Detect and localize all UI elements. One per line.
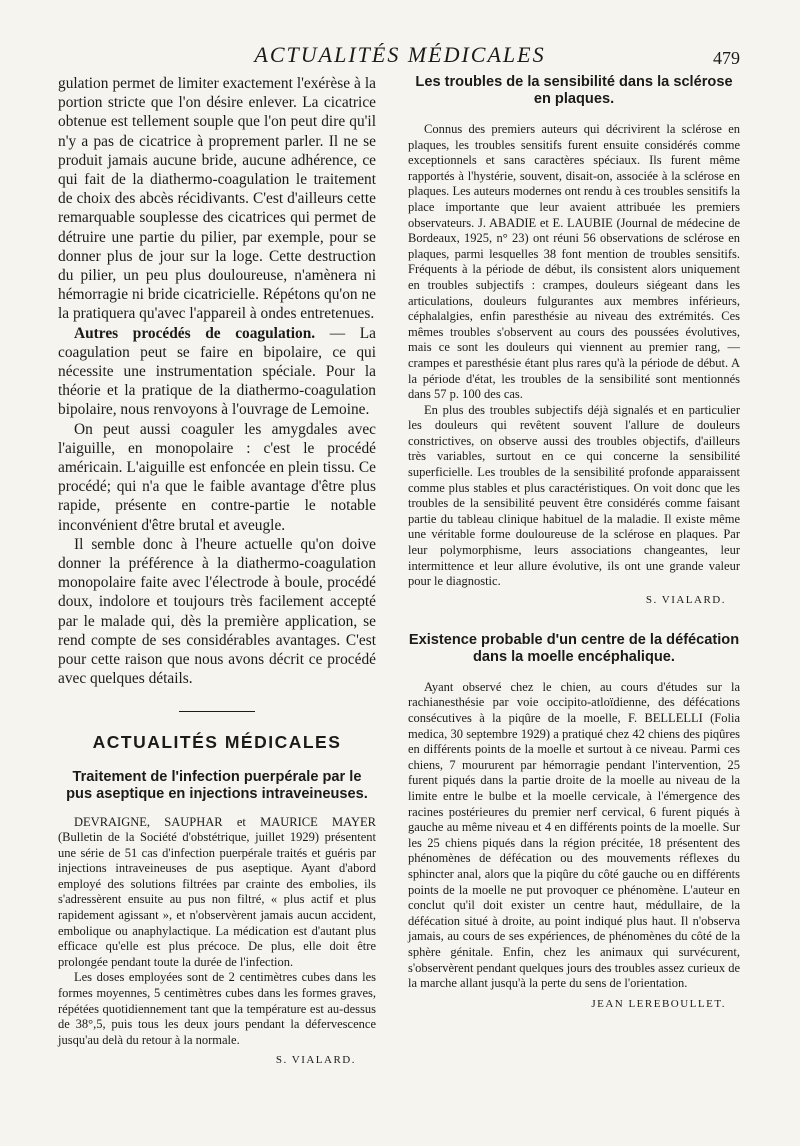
defecation-paragraph: Ayant observé chez le chien, au cours d'études sur la rachianesthésie par voie occipito-atloïdienne, des défécations consécutives à la piqûre de la moelle, F. BELLELLI (Folia medica, 30 septembre 1929) a pratiqué chez 42 chiens des piqûres en différents points de la moelle et surtout à ce niveau. Parmi ces chiens, 7 moururent par hémorragie pendant l'intervention, 25 furent piqués dans la partie droite de la moelle au niveau de la limite entre le bulbe et la moelle cervicale, à l'émergence des racines postérieures du premier nerf cervical, 6 furent piqués à gauche au même niveau et 4 en différents points de la moelle. Sur les 25 chiens piqués dans la région précitée, 18 présentent des phénomènes de défécation ou des mouvements réflexes du sphincter anal, alors que la piqûre du côté gauche ou en différents points de la moelle ne put provoquer ce phénomène. L'auteur en conclut qu'il doit exister un centre haut, médullaire, de la défécation situé à droite, au point indiqué plus haut. Il n'observa jamais, au cours de ses expériences, de phénomènes du côté de la sphère génitale. Enfin, chez les animaux qui survécurent, s'observèrent pendant quelques jours des troubles assez curieux de la marche allant jusqu'à la perte du sens de l'orientation. bbox=[408, 679, 741, 991]
right-column bbox=[408, 74, 740, 1010]
article-title-puerperal: Traitement de l'infection puerpérale par le pus aseptique en injections intraveineuses. bbox=[66, 768, 368, 802]
section-title: ACTUALITÉS MÉDICALES bbox=[92, 731, 342, 752]
article-title-defecation: Existence probable d'un centre de la défécation dans la moelle encéphalique. bbox=[408, 631, 740, 665]
left-paragraph-4: Il semble donc à l'heure actuelle qu'on doive donner la préférence à la diathermo-coagulation monopolaire faite avec l'électrode à boule, procédé doux, indolore et toujours très facilement accepté par le malade qui, dès la première application, se rend compte de ses considérables avantages. C'est pour cette raison que nous avons décrit ce procédé avec quelques détails. bbox=[58, 535, 376, 688]
article-paragraph-1: DEVRAIGNE, SAUPHAR et MAURICE MAYER (Bulletin de la Société d'obstétrique, juillet 1929) présentent une série de 51 cas d'infection puerpérale traités et guéris par injections intraveineuses de pus aseptique. Ayant d'abord employé des solutions filtrées par crainte des embolies, ils s'adressèrent ensuite au pus non filtré, « plus actif et plus rapidement agissant », et n'observèrent jamais aucun accident, embolique ou anaphylactique. La médication est d'autant plus efficace qu'elle est plus précoce. De plus, elle doit être prolongée pendant toute la durée de l'infection. bbox=[58, 814, 376, 969]
running-header bbox=[60, 40, 740, 70]
left-paragraph-2 bbox=[58, 324, 376, 420]
left-paragraph-1: gulation permet de limiter exactement l'exérèse à la portion stricte que l'on désire enlever. La cicatrice obtenue est tellement souple que l'on peut dire qu'il n'y a pas de cicatrice à proprement parler. Il ne se produit jamais aucune bride, aucune adhérence, ce qui fait de la diathermo-coagulation le traitement de choix des abcès récidivants. C'est d'ailleurs cette remarquable souplesse des cicatrices qui permet de détruire une partie du pilier, par exemple, pour se donner plus de jour sur la loge. Cette destruction du pilier, un peu plus douloureuse, n'amènera ni hémorragie ni bride cicatricielle. Répétons qu'on ne la pratiquera qu'avec l'appareil à ondes entretenues. bbox=[58, 75, 376, 323]
sclerose-paragraph-1: Connus des premiers auteurs qui décrivirent la sclérose en plaques, les troubles sensitifs furent ensuite considérés comme exceptionnels et sans caractères spéciaux. Ils furent même rapportés à l'hystérie, souvent, disait-on, associée à la sclérose en plaques. Les auteurs modernes ont rendu à ces troubles sensitifs la place importante que leur avaient attribuée les premiers observateurs. J. ABADIE et E. LAUBIE (Journal de médecine de Bordeaux, 1925, n° 23) ont réuni 56 observations de sclérose en plaques, parmi lesquelles 38 font mention de troubles sensitifs. Fréquents à la période de début, ils consistent alors uniquement en troubles subjectifs : crampes, douleurs siégeant dans les articulations, douleurs fulgurantes aux membres inférieurs, céphalalgies, enfin paresthésie au niveau des extrémités. Ces mêmes troubles s'observent au cours des poussées évolutives, mais ce sont les douleurs qui viennent au premier rang, — crampes et paresthésie étant plus rares qu'à la période de début. A la période d'état, les troubles de la sensibilité sont mentionnés dans 57 p. 100 des cas. bbox=[408, 122, 740, 402]
left-column bbox=[58, 74, 376, 1066]
signature-defecation: JEAN LEREBOULLET. bbox=[591, 997, 726, 1010]
article-paragraph-2: Les doses employées sont de 2 centimètres cubes dans les formes moyennes, 5 centimètres cubes dans les formes graves, répétées quotidiennement tant que la température est au-dessus de 38°,5, puis tous les deux jours pendant la défervescence jusqu'au delà du retour à la normale. bbox=[58, 970, 376, 1047]
signature-left: S. VIALARD. bbox=[275, 1054, 356, 1067]
running-title: ACTUALITÉS MÉDICALES bbox=[254, 42, 546, 67]
page-number: 479 bbox=[713, 48, 740, 68]
signature-sclerose: S. VIALARD. bbox=[645, 593, 726, 606]
sclerose-paragraph-2: En plus des troubles subjectifs déjà signalés et en particulier les douleurs qui revêtent souvent l'allure de douleurs constrictives, on observe aussi des troubles objectifs, d'ailleurs très variables, surtout en ce qui concerne la sensibilité superficielle. Les troubles de la sensibilité profonde apparaissent comme plus stables et plus caractéristiques. On voit donc que les troubles de la sensibilité peuvent être considérés comme faisant partie du tableau clinique habituel de la maladie. Il existe même une véritable forme douloureuse de la sclérose en plaques. Par leur polymorphisme, leurs associations changeantes, leur intermittence et leur allure évolutive, ils ont une grande valeur pour le diagnostic. bbox=[408, 402, 740, 589]
run-in-heading: Autres procédés de coagulation. bbox=[74, 324, 316, 342]
left-paragraph-2-text: — La coagulation peut se faire en bipolaire, ce qui nécessite une instrumentation spéciale. Pour la théorie et la pratique de la diathermo-coagulation bipolaire, nous renvoyons à l'ouvrage de Lemoine. bbox=[58, 324, 376, 419]
left-paragraph-3: On peut aussi coaguler les amygdales avec l'aiguille, en monopolaire : c'est le procédé américain. L'aiguille est enfoncée en plein tissu. Ce procédé; qui n'a que le faible avantage d'être plus rapide, présente en contre-partie le notable inconvénient d'être brutal et aveugle. bbox=[58, 420, 376, 534]
article-title-sclerose: Les troubles de la sensibilité dans la sclérose en plaques. bbox=[415, 74, 733, 107]
